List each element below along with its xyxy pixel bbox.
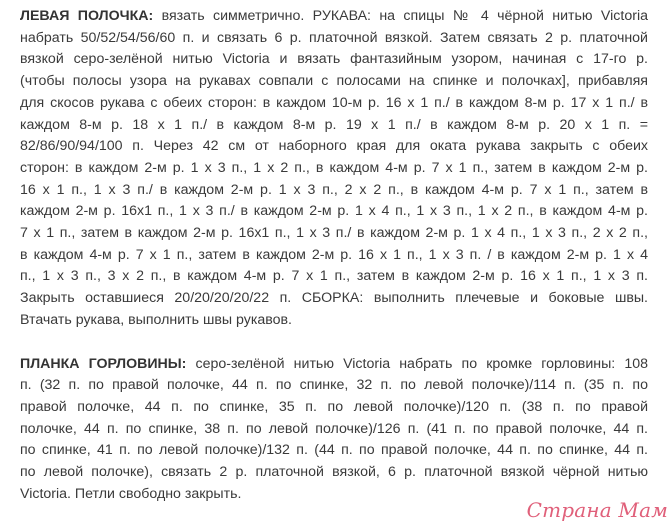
text-line: правой полочке, 44 п. по спинке, 35 п. по левой полочке)/120 п. (38 п. по правой (20, 398, 648, 415)
paragraph-gap (20, 332, 648, 354)
text-line: каждом 2-м р. 16х1 п., 1 х 3 п./ в каждом 2-м р. 1 х 4 п., 1 х 3 п., 1 х 2 п., в каждом 4-м р. (20, 203, 648, 220)
text-line: 7 х 1 п., затем в каждом 2-м р. 16х1 п., 1 х 3 п./ в каждом 2-м р. 1 х 4 п., 1 х 3 п., 2 х 2 п., (20, 225, 648, 242)
text-line: сторон: в каждом 2-м р. 1 х 3 п., 1 х 2 п., в каждом 4-м р. 7 х 1 п., затем в каждом 2-м р. (20, 159, 648, 176)
text-line (20, 354, 648, 376)
section-heading: ЛЕВАЯ ПОЛОЧКА: (20, 8, 154, 24)
text-line: п., 1 х 3 п., 3 х 2 п., в каждом 4-м р. 7 х 1 п., затем в каждом 2-м р. 16 х 1 п., 1 х 3 п. (20, 268, 648, 285)
line-text: вязать симметрично. РУКАВА: на спицы № 4 чёрной нитью Victoria (153, 8, 648, 24)
text-line: Victoria. Петли свободно закрыть. (20, 485, 242, 502)
text-line: вязкой серо-зелёной нитью Victoria и вязать фантазийным узором, начиная с 17-го р. (20, 51, 648, 68)
text-line: (чтобы полосы узора на рукавах совпали с полосами на спинке и полочках], прибавляя (20, 73, 648, 90)
section-left-front (20, 6, 648, 332)
line-text: серо-зелёной нитью Victoria набрать по кромке горловины: 108 (186, 355, 648, 372)
section-neckband (20, 354, 648, 506)
text-line: 16 х 1 п., 1 х 3 п./ в каждом 2-м р. 1 х 3 п., 2 х 2 п., в каждом 4-м р. 7 х 1 п., затем в (20, 181, 648, 198)
text-line: Втачать рукава, выполнить швы рукавов. (20, 311, 292, 328)
text-line: полочке, 44 п. по спинке, 38 п. по левой полочке)/126 п. (41 п. по правой полочке, 44 п. (20, 420, 648, 437)
section-heading: ПЛАНКА ГОРЛОВИНЫ: (20, 355, 187, 372)
text-line: в каждом 4-м р. 7 х 1 п., затем в каждом 2-м р. 16 х 1 п., 1 х 3 п. / в каждом 2-м р. 1 х 4 (20, 246, 648, 263)
text-line: каждом 8-м р. 18 х 1 п./ в каждом 8-м р. 19 х 1 п./ в каждом 8-м р. 20 х 1 п. = (20, 116, 648, 133)
text-line (20, 6, 648, 28)
text-line: для скосов рукава с обеих сторон: в каждом 10-м р. 16 х 1 п./ в каждом 8-м р. 17 х 1 п./ в (20, 94, 648, 111)
text-line: Закрыть оставшиеся 20/20/20/20/22 п. СБОРКА: выполнить плечевые и боковые швы. (20, 290, 648, 307)
text-line: по спинке, 41 п. по левой полочке)/132 п. (44 п. по правой полочке, 44 п. по спинке, 44 п. (20, 442, 648, 459)
text-line: 82/86/90/94/100 п. Через 42 см от наборного края для оката рукава закрыть с обеих (20, 138, 648, 155)
article-body (20, 6, 648, 505)
text-line: по левой полочке), связать 2 р. платочной вязкой, 6 р. платочной вязкой чёрной нитью (20, 464, 648, 481)
text-line: набрать 50/52/54/56/60 п. и связать 6 р. платочной вязкой. Затем связать 2 р. платочной (20, 29, 648, 46)
site-watermark: Страна Мам (526, 498, 668, 522)
text-line: п. (32 п. по правой полочке, 44 п. по спинке, 32 п. по левой полочке)/114 п. (35 п. по (20, 377, 648, 394)
